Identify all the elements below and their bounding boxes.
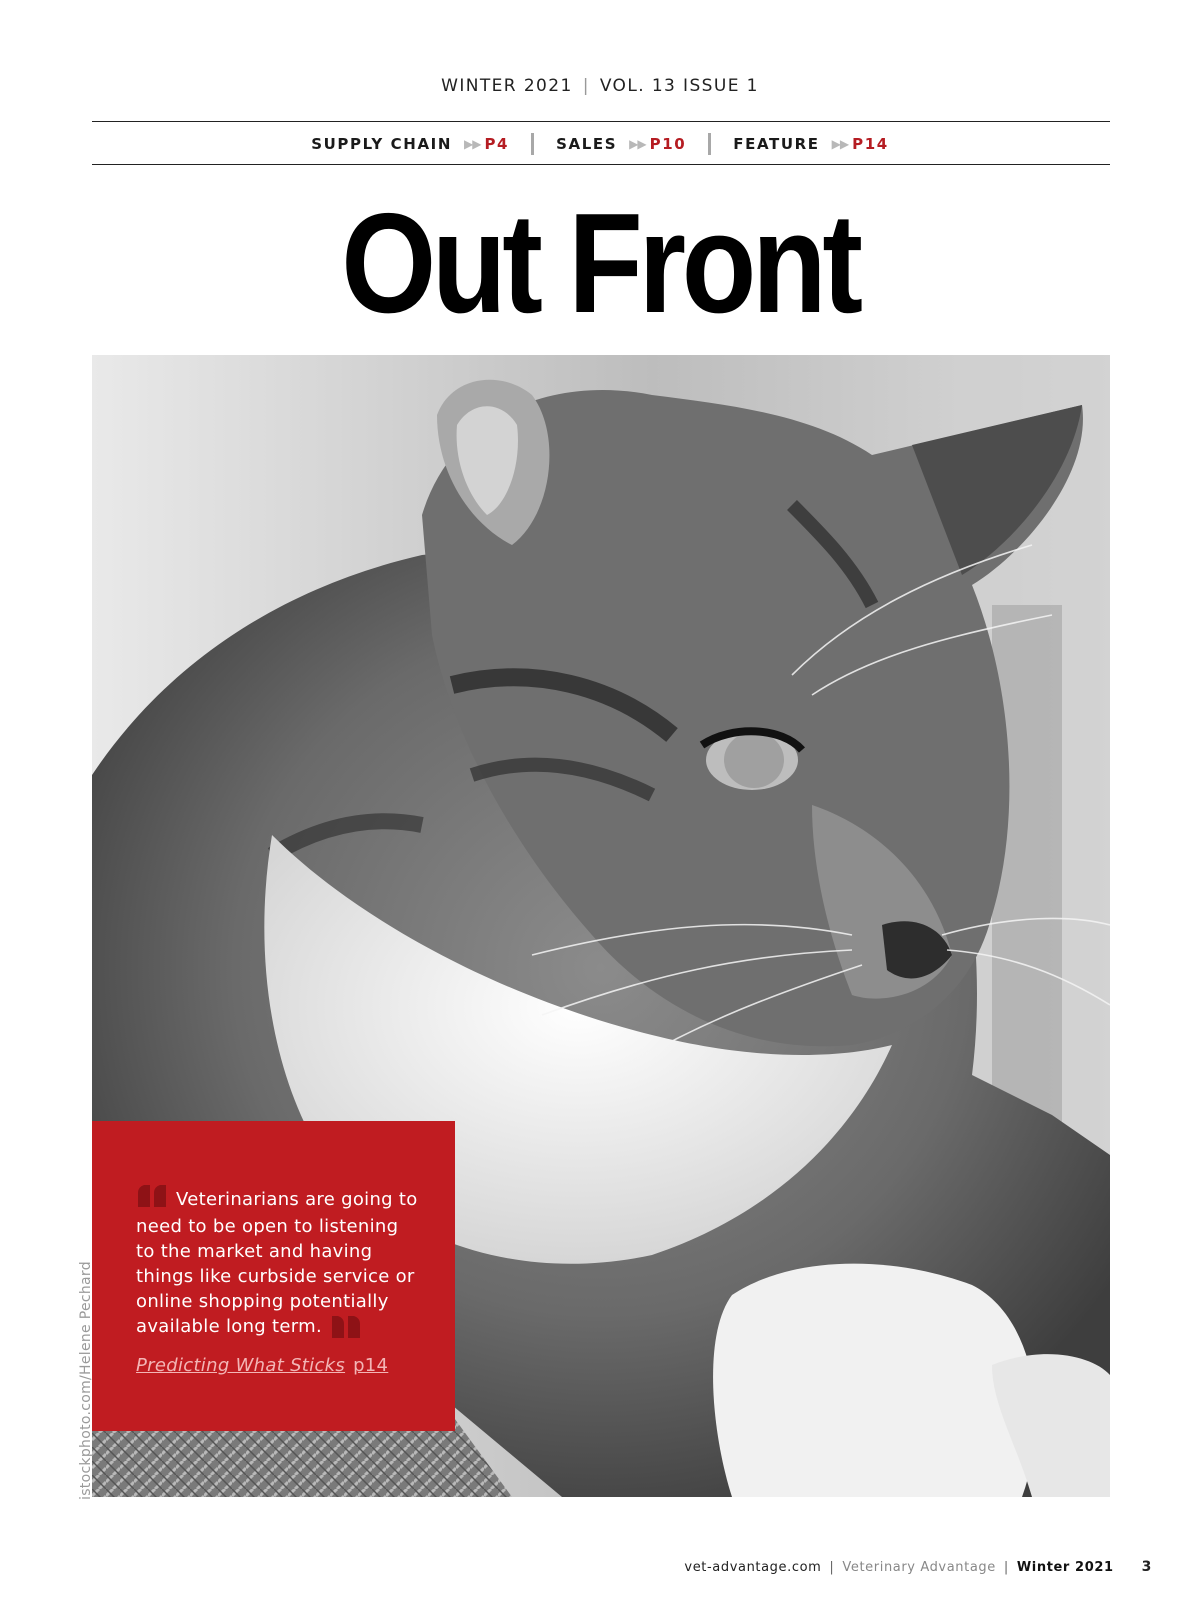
- article-link[interactable]: [136, 1355, 421, 1376]
- issue-volume: VOL. 13 ISSUE 1: [599, 76, 759, 96]
- nav-item-page: P14: [852, 135, 889, 153]
- photo-credit: istockphoto.com/Helene Pechard: [78, 1261, 94, 1500]
- section-nav: [0, 133, 1200, 155]
- open-quote-icon: [136, 1185, 168, 1214]
- nav-item-label: SUPPLY CHAIN: [311, 135, 452, 153]
- nav-item-feature[interactable]: [711, 135, 911, 153]
- nav-item-label: SALES: [556, 135, 618, 153]
- footer-site[interactable]: vet-advantage.com: [684, 1559, 822, 1575]
- nav-item-page: P4: [484, 135, 510, 153]
- nav-top-rule: [92, 121, 1110, 122]
- page-number: 3: [1141, 1559, 1152, 1575]
- issue-season: WINTER 2021: [441, 76, 573, 96]
- pull-quote-body: [136, 1185, 421, 1345]
- page-title: Out Front: [341, 184, 859, 343]
- issue-separator: |: [582, 76, 590, 96]
- footer-separator: |: [1003, 1559, 1009, 1575]
- nav-item-label: FEATURE: [733, 135, 820, 153]
- article-link-page: p14: [353, 1355, 389, 1376]
- footer-issue: Winter 2021: [1016, 1559, 1114, 1575]
- page-footer: [684, 1559, 1152, 1575]
- close-quote-icon: [330, 1316, 362, 1345]
- nav-item-page: P10: [649, 135, 687, 153]
- double-chevron-icon: ▶▶: [629, 137, 646, 151]
- double-chevron-icon: ▶▶: [831, 137, 849, 151]
- double-chevron-icon: ▶▶: [464, 137, 481, 151]
- footer-separator: |: [829, 1559, 835, 1575]
- issue-line: [0, 76, 1200, 96]
- footer-publication: Veterinary Advantage: [842, 1559, 996, 1575]
- nav-item-supply-chain[interactable]: [289, 135, 531, 153]
- article-link-title: Predicting What Sticks: [136, 1355, 346, 1376]
- pull-quote: [92, 1121, 455, 1431]
- nav-item-sales[interactable]: [534, 135, 708, 153]
- pull-quote-text: Veterinarians are going to need to be open to listening to the market and having things like curbside service or online shopping potentially available long term.: [136, 1189, 418, 1337]
- nav-bottom-rule: [92, 164, 1110, 165]
